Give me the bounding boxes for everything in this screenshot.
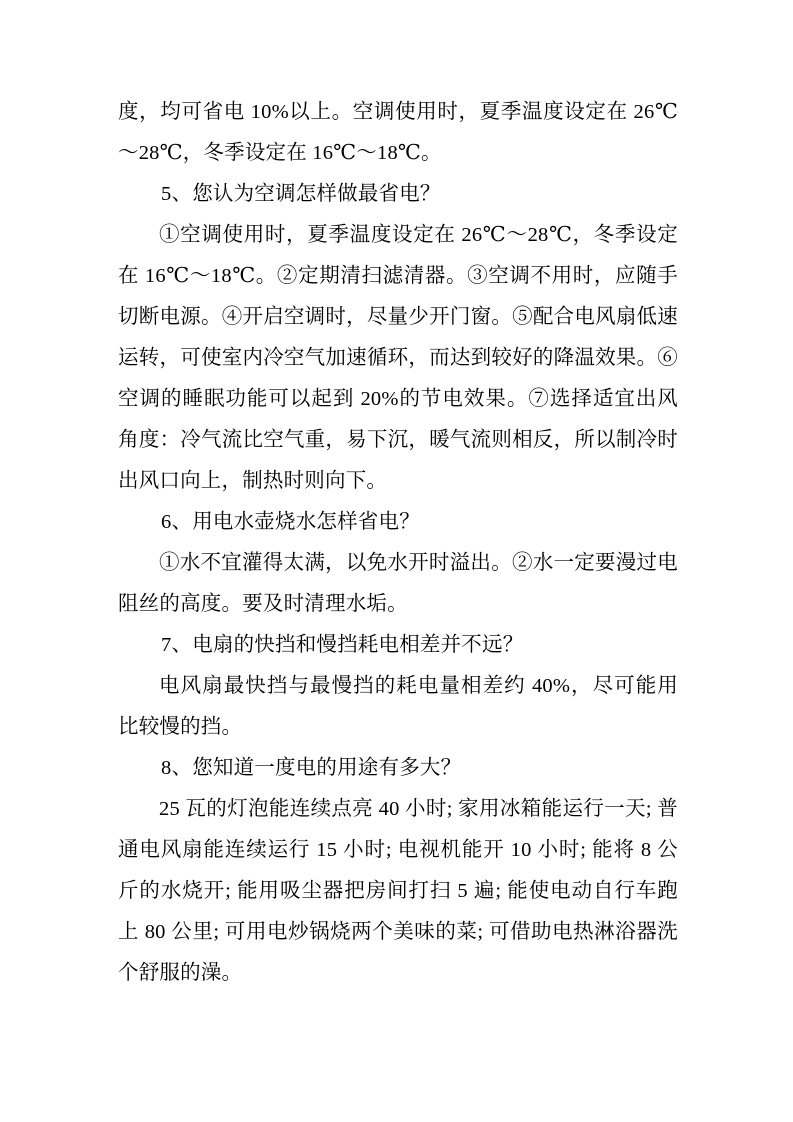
paragraph-answer-7: 电风扇最快挡与最慢挡的耗电量相差约 40%，尽可能用比较慢的挡。 <box>118 675 678 738</box>
paragraph-question-6: 6、用电水壶烧水怎样省电？ <box>161 511 420 533</box>
paragraph-question-8: 8、您知道一度电的用途有多大？ <box>161 757 462 779</box>
paragraph-answer-6: ①水不宜灌得太满，以免水开时溢出。②水一定要漫过电阻丝的高度。要及时清理水垢。 <box>118 552 678 615</box>
paragraph-question-7: 7、电扇的快挡和慢挡耗电相差并不远？ <box>161 634 524 656</box>
paragraph-continuation: 度，均可省电 10%以上。空调使用时，夏季温度设定在 26℃～28℃，冬季设定在 16℃～18℃。 <box>118 101 678 164</box>
paragraph-answer-5: ①空调使用时，夏季温度设定在 26℃～28℃，冬季设定在 16℃～18℃。②定期清扫滤清器。③空调不用时，应随手切断电源。④开启空调时，尽量少开门窗。⑤配合电风扇低速运转，可使室内冷空气加速循环，而达到较好的降温效果。⑥空调的睡眠功能可以起到 20%的节电效果。⑦选择适宜出风角度：冷气流比空气重，易下沉，暖气流则相反，所以制冷时出风口向上，制热时则向下。 <box>118 224 678 492</box>
paragraph-question-5: 5、您认为空调怎样做最省电？ <box>161 183 441 205</box>
document-body <box>118 92 678 994</box>
paragraph-answer-8: 25 瓦的灯泡能连续点亮 40 小时; 家用冰箱能运行一天; 普通电风扇能连续运行 15 小时; 电视机能开 10 小时; 能将 8 公斤的水烧开; 能用吸尘器把房间打扫 5 遍; 能使电动自行车跑上 80 公里; 可用电炒锅烧两个美味的菜; 可借助电热淋浴器洗个舒服的澡。 <box>118 798 678 984</box>
